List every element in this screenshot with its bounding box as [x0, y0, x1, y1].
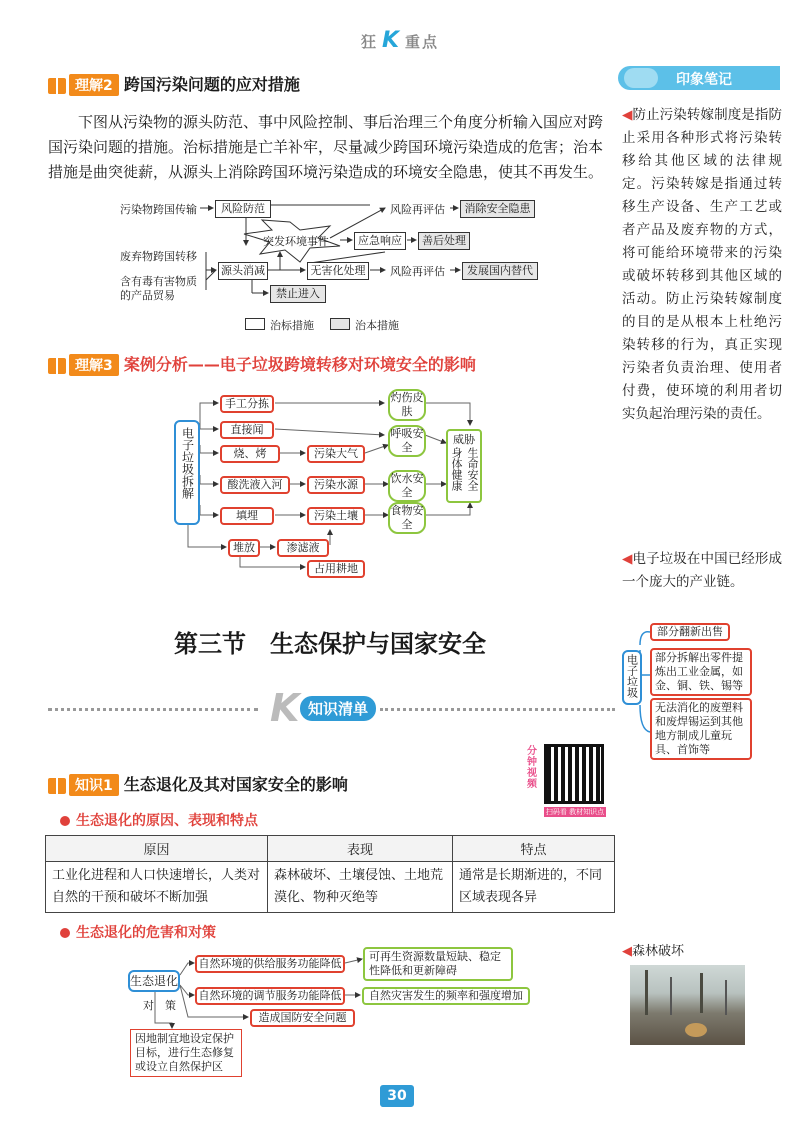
label-risk-reeval-2: 风险再评估: [390, 265, 445, 278]
k-logo-icon: K: [270, 686, 300, 730]
table-header: 原因: [46, 836, 268, 862]
qr-caption: 扫码看 教材知识点: [545, 808, 605, 816]
elephant-icon: [624, 68, 658, 88]
box-emergency-response: 应急响应: [354, 232, 406, 250]
header-k-logo: K: [381, 28, 402, 53]
ewaste-source-label: 电子垃圾拆解: [180, 427, 195, 499]
sidebar-title-bar: [618, 66, 780, 90]
book-icon: [48, 358, 66, 374]
legend-swatch-grey: [330, 318, 350, 330]
qr-label4: 频: [527, 779, 537, 790]
dotted-divider-left: [48, 708, 258, 711]
step-landfill: 填埋: [220, 507, 274, 525]
legend-label-1: 治标措施: [270, 319, 314, 332]
sidebar-note2-text: 电子垃圾在中国已经形成一个庞大的产业链。: [622, 551, 782, 590]
degradation-table: [45, 835, 615, 913]
sidebar-note1-text: 防止污染转嫁制度是指防止采用各种形式将污染转移给其他区域的法律规定。污染转嫁是指通过转移生产设备、生产工艺或者产品及废弃物的方式，将可能给环境带来的污染或破坏转移到其他区域的活动。防止污染转嫁制度的目的是从根本上杜绝污染转移的行为，真正实现污染者负责治理、使用者付费，使环境的利用者切实负起治理污染的责任。: [622, 107, 782, 422]
knowledge-list-label: 知识清单: [300, 696, 376, 721]
policy-box: 因地制宜地设定保护目标，进行生态修复或设立自然保护区: [130, 1029, 242, 1077]
bullet-icon: [60, 816, 70, 826]
label-pollutant-transport: 污染物跨国传输: [120, 203, 197, 216]
box-aftermath: 善后处理: [418, 232, 470, 250]
section2-tag: 理解2: [69, 74, 119, 96]
ewaste-center-label: 电子垃圾: [625, 654, 639, 698]
harm-regulating-service: 自然环境的调节服务功能降低: [195, 987, 345, 1005]
box-domestic-alternative: 发展国内替代: [462, 262, 538, 280]
book-icon: [48, 78, 66, 94]
threat-label: 威胁: [453, 433, 475, 446]
threat-life: 生命安全: [466, 447, 479, 491]
table-header: 表现: [268, 836, 453, 862]
effect-breathing: 呼吸安全: [388, 425, 426, 457]
ewaste-item-toys: 无法消化的废塑料和废焊锡运到其他地方制成儿童玩具、首饰等: [650, 698, 752, 760]
legend-label-2: 治本措施: [355, 319, 399, 332]
ewaste-item-extract-metals: 部分拆解出零件提炼出工业金属，如金、铜、铁、锡等: [650, 648, 752, 696]
triangle-icon: ◀: [622, 107, 633, 123]
policy-label: 对 策: [143, 999, 176, 1012]
page-header: [0, 28, 800, 53]
label-toxic-products: 含有毒有害物质: [120, 275, 197, 288]
center-degradation: 生态退化: [128, 970, 180, 992]
ewaste-item-refurbish: 部分翻新出售: [650, 623, 730, 641]
degradation-harm-diagram: [0, 945, 620, 1075]
tree-trunk: [725, 980, 727, 1015]
triangle-icon: ◀: [622, 551, 633, 567]
knowledge1-tag: 知识1: [69, 774, 119, 796]
section2-title: 跨国污染问题的应对措施: [123, 75, 300, 94]
step-burn: 烧、烤: [220, 445, 280, 463]
triangle-icon: ◀: [622, 944, 632, 959]
effect-skin-burn: 灼伤皮肤: [388, 389, 426, 421]
table-row: [46, 862, 615, 913]
section2-paragraph: 下图从污染物的源头防范、事中风险控制、事后治理三个角度分析输入国应对跨国污染问题的措施。治标措施是亡羊补牢，尽量减少跨国环境污染造成的危害；治本措施是曲突徙薪，从源头上消除跨国环境污染造成的环境安全隐患，使其不再发生。: [48, 113, 604, 181]
section3-tag: 理解3: [69, 354, 119, 376]
photo-caption-text: 森林破坏: [632, 944, 685, 959]
box-ban-entry: 禁止进入: [270, 285, 326, 303]
ewaste-impact-diagram: [0, 385, 620, 585]
bullet-icon: [60, 928, 70, 938]
sub-heading-2-text: 生态退化的危害和对策: [76, 925, 216, 941]
box-harmless-treatment: 无害化处理: [307, 262, 369, 280]
deforestation-photo: [630, 965, 745, 1045]
qr-label3: 视: [527, 768, 537, 779]
ewaste-center-box: [622, 650, 642, 705]
section3-heading: [48, 352, 476, 376]
sidebar-note1: [622, 104, 782, 426]
result-resource-shortage: 可再生资源数量短缺、稳定性降低和更新障碍: [363, 947, 513, 981]
ewaste-chain-diagram: [620, 620, 790, 760]
effect-food: 食物安全: [388, 502, 426, 534]
result-disasters: 自然灾害发生的频率和强度增加: [362, 987, 530, 1005]
legend-swatch-white: [245, 318, 265, 330]
tree-trunk: [645, 970, 648, 1015]
sub-heading-1-text: 生态退化的原因、表现和特点: [76, 813, 258, 829]
chapter-title: 第三节 生态保护与国家安全: [174, 629, 486, 658]
label-emergency-event: 突发环境事件: [263, 235, 329, 248]
sub-heading-1: [60, 810, 258, 830]
step-occupy-farmland: 占用耕地: [307, 560, 365, 578]
step-direct-smell: 直接闻: [220, 421, 274, 439]
knowledge1-title: 生态退化及其对国家安全的影响: [123, 775, 348, 794]
box-risk-prevention: 风险防范: [215, 200, 271, 218]
harm-supply-service: 自然环境的供给服务功能降低: [195, 955, 345, 973]
knowledge-list-banner: [270, 686, 380, 730]
page-number: 30: [380, 1085, 414, 1107]
photo-caption: [622, 940, 782, 963]
qr-label2: 钟: [527, 757, 537, 768]
knowledge1-heading: [48, 772, 348, 796]
table-cell: 通常是长期渐进的，不同区域表现各异: [453, 862, 615, 913]
tree-stump: [685, 1023, 707, 1037]
label-risk-reeval-1: 风险再评估: [390, 203, 445, 216]
step-leachate: 渗滤液: [277, 539, 329, 557]
box-eliminate-hazards: 消除安全隐患: [460, 200, 535, 218]
threat-box: [446, 429, 482, 503]
pollute-water: 污染水源: [307, 476, 365, 494]
sidebar-title: 印象笔记: [676, 72, 732, 88]
step-acid-river: 酸洗液入河: [220, 476, 290, 494]
tree-trunk: [670, 977, 672, 1015]
tree-trunk: [700, 973, 703, 1013]
pollute-air: 污染大气: [307, 445, 365, 463]
book-icon: [48, 778, 66, 794]
table-header: 特点: [453, 836, 615, 862]
section3-title: 案例分析——电子垃圾跨境转移对环境安全的影响: [123, 355, 476, 374]
header-right: 重点: [405, 33, 440, 51]
table-cell: 森林破坏、土壤侵蚀、土地荒漠化、物种灭绝等: [268, 862, 453, 913]
threat-health: 身体健康: [450, 447, 463, 491]
effect-drinking: 饮水安全: [388, 470, 426, 502]
step-pile: 堆放: [228, 539, 260, 557]
table-cell: 工业化进程和人口快速增长，人类对自然的干预和破坏不断加强: [46, 862, 268, 913]
ewaste-source-box: [174, 420, 200, 525]
section2-heading: [48, 72, 300, 96]
sub-heading-2: [60, 922, 216, 942]
sidebar-note2: [622, 548, 782, 594]
harm-defense-security: 造成国防安全问题: [250, 1009, 355, 1027]
qr-label1: 分: [527, 746, 537, 757]
qr-code-block[interactable]: [524, 744, 609, 822]
header-left: 狂: [360, 33, 378, 51]
dotted-divider-right: [380, 708, 615, 711]
label-waste-transfer: 废弃物跨国转移: [120, 250, 197, 263]
label-product-trade: 的产品贸易: [120, 289, 175, 302]
pollute-soil: 污染土壤: [307, 507, 365, 525]
qr-code-icon: [544, 744, 604, 804]
box-source-reduction: 源头消减: [218, 262, 268, 280]
qr-side-label: [524, 746, 540, 790]
step-manual-sort: 手工分拣: [220, 395, 274, 413]
table-header-row: [46, 836, 615, 862]
